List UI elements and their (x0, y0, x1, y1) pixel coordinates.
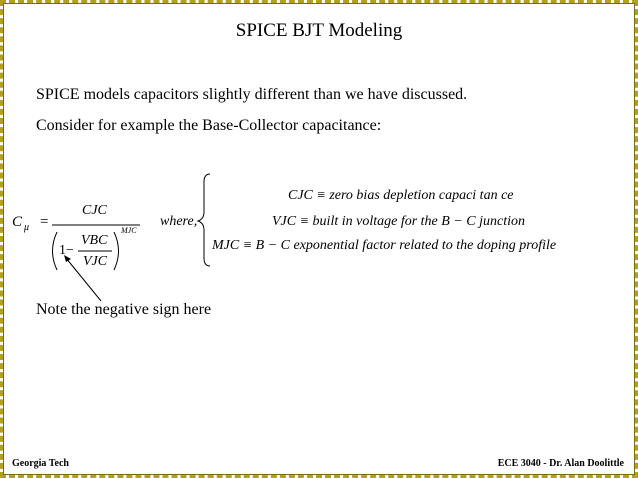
note-text: Note the negative sign here (36, 301, 212, 318)
body-text-line-2: Consider for example the Base-Collector capacitance: (36, 117, 382, 134)
footer-left-text: Georgia Tech (12, 458, 69, 469)
right-parenthesis (114, 232, 119, 270)
footer-right-text: ECE 3040 - Dr. Alan Doolittle (497, 458, 624, 469)
equation-lhs-subscript: μ (24, 222, 30, 233)
equation-one-minus: 1− (59, 243, 74, 258)
note-arrow-line (66, 258, 101, 301)
definition-vjc: VJC ≡ built in voltage for the B − C junction (272, 214, 525, 229)
slide-title: SPICE BJT Modeling (235, 20, 403, 41)
equation-inner-denominator: VJC (83, 254, 108, 269)
equation-numerator: CJC (82, 203, 107, 218)
equation-equals-sign: = (40, 214, 49, 230)
left-parenthesis (53, 232, 58, 270)
note-arrow-head (64, 255, 71, 262)
equation-inner-numerator: VBC (81, 233, 108, 248)
equation-exponent: MJC (121, 226, 137, 235)
definitions-brace (198, 174, 210, 266)
definition-mjc: MJC ≡ B − C exponential factor related to the doping profile (212, 238, 557, 253)
where-label: where, (160, 214, 198, 229)
equation-lhs-symbol: C (12, 214, 23, 230)
definition-cjc: CJC ≡ zero bias depletion capaci tan ce (288, 188, 514, 203)
body-text-line-1: SPICE models capacitors slightly different than we have discussed. (36, 86, 468, 103)
